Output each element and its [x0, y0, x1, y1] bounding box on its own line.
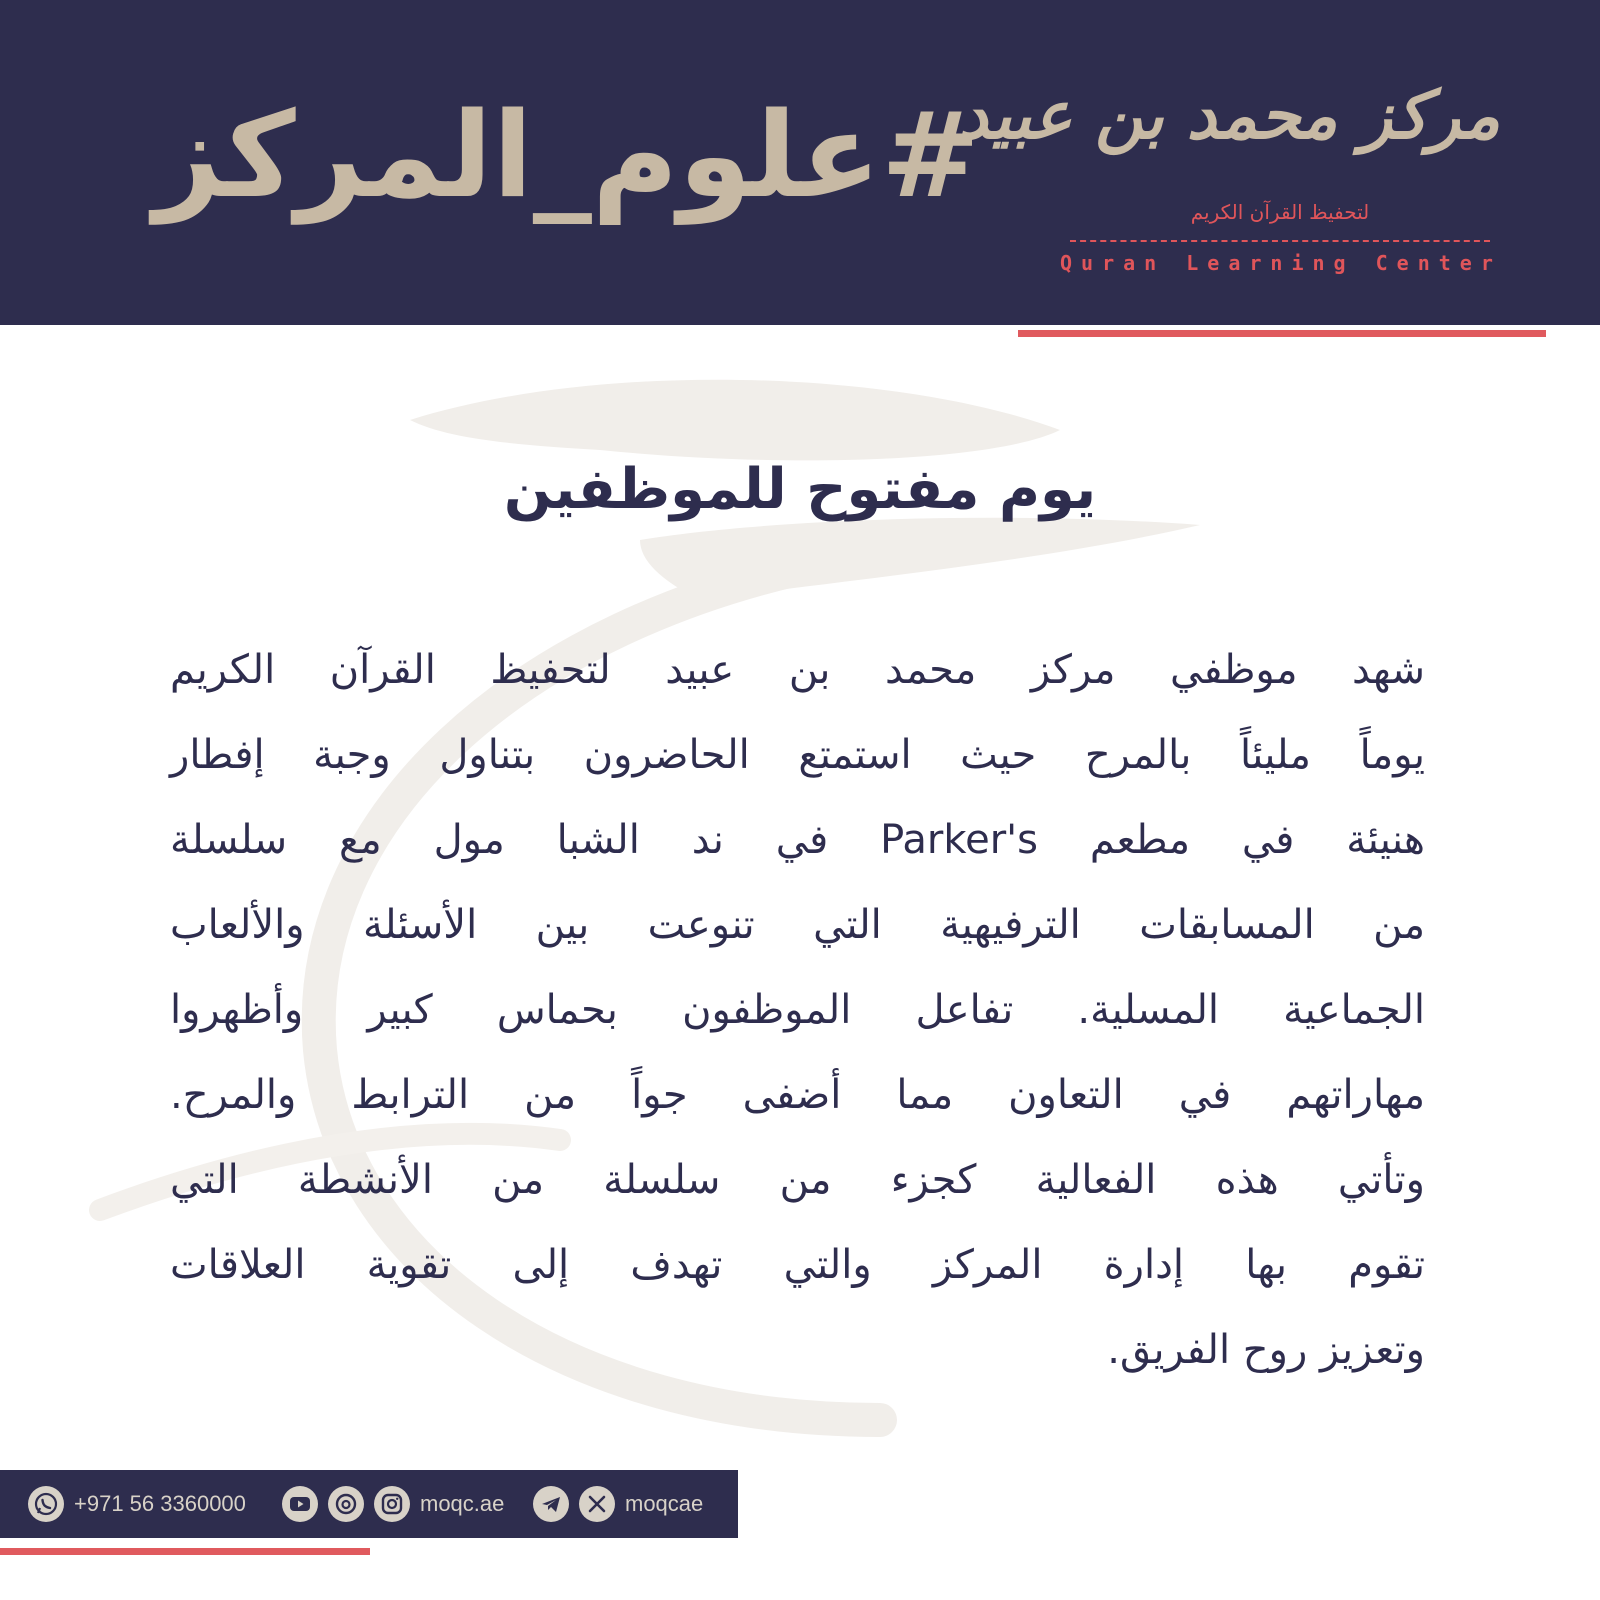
- article-title: يوم مفتوح للموظفين: [503, 457, 1097, 522]
- whatsapp-icon[interactable]: [28, 1486, 64, 1522]
- instagram-icon[interactable]: [374, 1486, 410, 1522]
- hashtag-title: #علوم_المركز: [153, 86, 980, 224]
- logo-arabic-name: مركز محمد بن عبيد: [958, 76, 1500, 154]
- body-line: شهد موظفي مركز محمد بن عبيد لتحفيظ القرآن الكريم: [170, 647, 1425, 693]
- social-handle[interactable]: moqcae: [625, 1491, 704, 1516]
- body-line: مهاراتهم في التعاون مما أضفى جواً من الترابط والمرح.: [170, 1072, 1425, 1118]
- logo-arabic-subtitle: لتحفيظ القرآن الكريم: [1190, 200, 1370, 224]
- x-icon[interactable]: [579, 1486, 615, 1522]
- body-line: هنيئة في مطعم Parker's في ند الشبا مول مع سلسلة: [170, 817, 1425, 863]
- footer-accent-line: [0, 1548, 370, 1555]
- youtube-icon[interactable]: [282, 1486, 318, 1522]
- logo-english-name: Quran Learning Center: [1060, 251, 1502, 275]
- website-link[interactable]: moqc.ae: [420, 1491, 505, 1516]
- body-line: وتعزيز روح الفريق.: [1107, 1327, 1425, 1373]
- phone-number[interactable]: +971 56 3360000: [74, 1491, 246, 1516]
- body-line: من المسابقات الترفيهية التي تنوعت بين الأسئلة والألعاب: [170, 902, 1425, 948]
- body-line: تقوم بها إدارة المركز والتي تهدف إلى تقوية العلاقات: [170, 1242, 1425, 1288]
- threads-icon[interactable]: [328, 1486, 364, 1522]
- body-line: يوماً مليئاً بالمرح حيث استمتع الحاضرون بتناول وجبة إفطار: [170, 732, 1425, 778]
- body-line: الجماعية المسلية. تفاعل الموظفون بحماس كبير وأظهروا: [170, 987, 1425, 1033]
- article-body: [170, 628, 1425, 1393]
- body-line: وتأتي هذه الفعالية كجزء من سلسلة من الأنشطة التي: [170, 1157, 1425, 1203]
- telegram-icon[interactable]: [533, 1486, 569, 1522]
- contact-bar: [0, 1470, 738, 1538]
